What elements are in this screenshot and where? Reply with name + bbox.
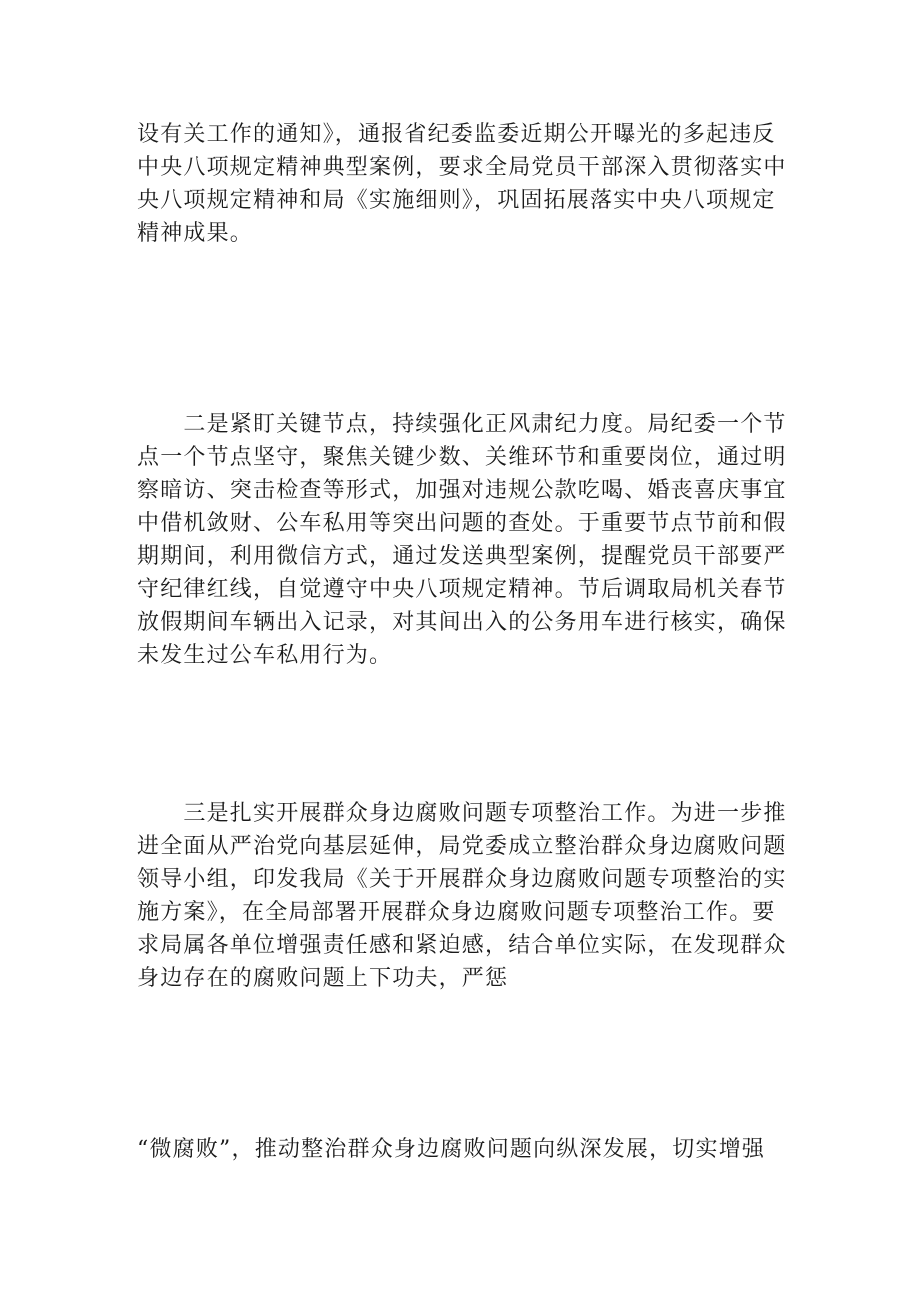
text-line: 二是紧盯关键节点，持续强化正风肃纪力度。局纪委一个节 (137, 412, 787, 437)
text-line: 精神成果。 (137, 221, 254, 246)
text-line: 中借机敛财、公车私用等突出问题的查处。于重要节点节前和假 (137, 511, 787, 536)
text-line: 放假期间车辆出入记录，对其间出入的公务用车进行核实，确保 (137, 610, 787, 635)
text-line: 点一个节点坚守，聚焦关键少数、关维环节和重要岗位，通过明 (137, 445, 787, 470)
text-line: 央八项规定精神和局《实施细则》，巩固拓展落实中央八项规定 (137, 188, 776, 213)
paragraph-2 (137, 408, 790, 672)
text-line: 中央八项规定精神典型案例，要求全局党员干部深入贯彻落实中 (137, 155, 787, 180)
text-line: 领导小组，印发我局《关于开展群众身边腐败问题专项整治的实 (137, 867, 787, 892)
text-line: 守纪律红线，自觉遵守中央八项规定精神。节后调取局机关春节 (137, 577, 787, 602)
text-line: 进全面从严治党向基层延伸，局党委成立整治群众身边腐败问题 (137, 834, 787, 859)
paragraph-3 (137, 797, 790, 995)
paragraph-1 (137, 118, 790, 250)
paragraph-4 (137, 1133, 790, 1166)
text-line: 三是扎实开展群众身边腐败问题专项整治工作。为进一步推 (137, 801, 787, 826)
text-line: 求局属各单位增强责任感和紧迫感，结合单位实际，在发现群众 (137, 933, 787, 958)
text-line: 期期间，利用微信方式，通过发送典型案例，提醒党员干部要严 (137, 544, 787, 569)
text-line: 察暗访、突击检查等形式，加强对违规公款吃喝、婚丧喜庆事宜 (137, 478, 787, 503)
text-line: “微腐败”，推动整治群众身边腐败问题向纵深发展，切实增强 (137, 1137, 766, 1162)
text-line: 未发生过公车私用行为。 (137, 643, 393, 668)
text-line: 身边存在的腐败问题上下功夫，严惩 (137, 966, 509, 991)
text-line: 设有关工作的通知》，通报省纪委监委近期公开曝光的多起违反 (137, 122, 776, 147)
text-line: 施方案》，在全局部署开展群众身边腐败问题专项整治工作。要 (137, 900, 776, 925)
